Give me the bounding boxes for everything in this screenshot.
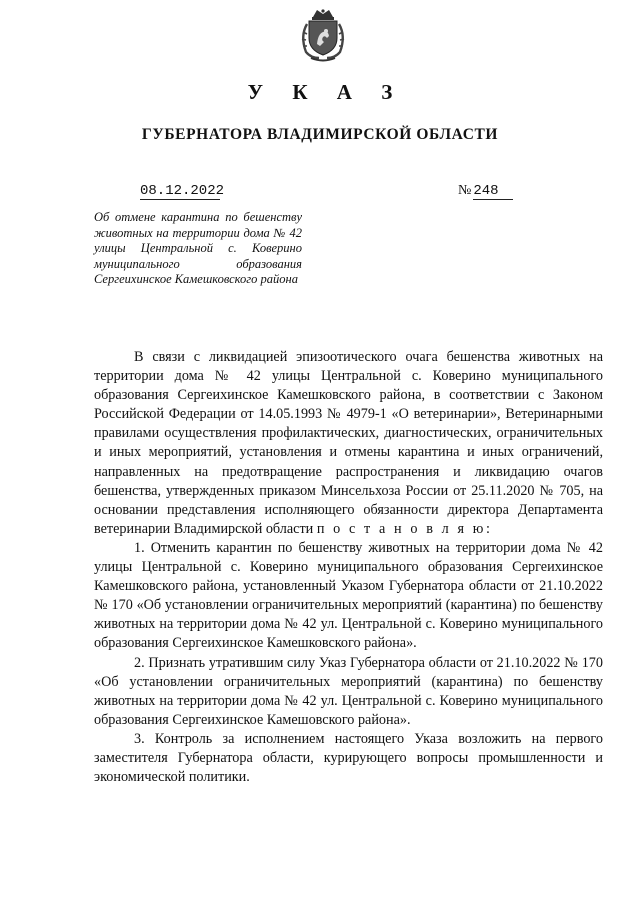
document-date: 08.12.2022 [140, 183, 225, 199]
preamble-paragraph [94, 348, 603, 539]
document-title: У К А З [247, 80, 405, 104]
number-value: 248 [473, 183, 512, 200]
decree-word: п о с т а н о в л я ю: [316, 520, 493, 537]
decree-item-3: 3. Контроль за исполнением настоящего Указа возложить на первого заместителя Губернатора области, курирующего вопросы промышленности и экономической политики. [94, 730, 603, 786]
decree-item-2: 2. Признать утратившим силу Указ Губернатора области от 21.10.2022 № 170 «Об установлении ограничительных мероприятий (карантина) по бешенству животных на территории дома № 42 ул. Центральной с. Коверино муниципального образования Сергеихинское Камешовского района». [94, 654, 603, 728]
decree-heading: Об отмене карантина по бешенству животных на территории дома № 42 улицы Центральной с. Коверино муниципального образования Сергеихинское Камешковского района [94, 210, 302, 287]
decree-body [94, 348, 603, 787]
coat-of-arms-emblem [297, 8, 349, 63]
number-sign: № [458, 183, 472, 198]
document-subtitle: ГУБЕРНАТОРА ВЛАДИМИРСКОЙ ОБЛАСТИ [141, 126, 499, 143]
preamble-text: В связи с ликвидацией эпизоотического очага бешенства животных на территории дома № 42 улицы Центральной с. Коверино муниципального образования Сергеихинское Камешковского района, в соответствии с Законом Российской Федерации от 14.05.1993 № 4979-1 «О ветеринарии», Ветеринарными правилами осуществления профилактических, диагностических, ограничительных и иных мероприятий, установления и отмены карантина и иных ограничений, направленных на предотвращение распространения и ликвидацию очагов бешенства, утвержденных приказом Минсельхоза России от 25.11.2020 № 705, на основании представления исполняющего обязанности директора Департамента ветеринарии Владимирской области [94, 349, 603, 537]
decree-item-1: 1. Отменить карантин по бешенству животных на территории дома № 42 улицы Центральной с. Коверино муниципального образования Сергеихинское Камешковского района, установленный Указом Губернатора области от 21.10.2022 № 170 «Об установлении ограничительных мероприятий (карантина) по бешенству животных на территории дома № 42 ул. Центральной с. Коверино муниципального образования Сергеихинское Камешковского района». [94, 539, 603, 652]
document-number [458, 183, 513, 199]
